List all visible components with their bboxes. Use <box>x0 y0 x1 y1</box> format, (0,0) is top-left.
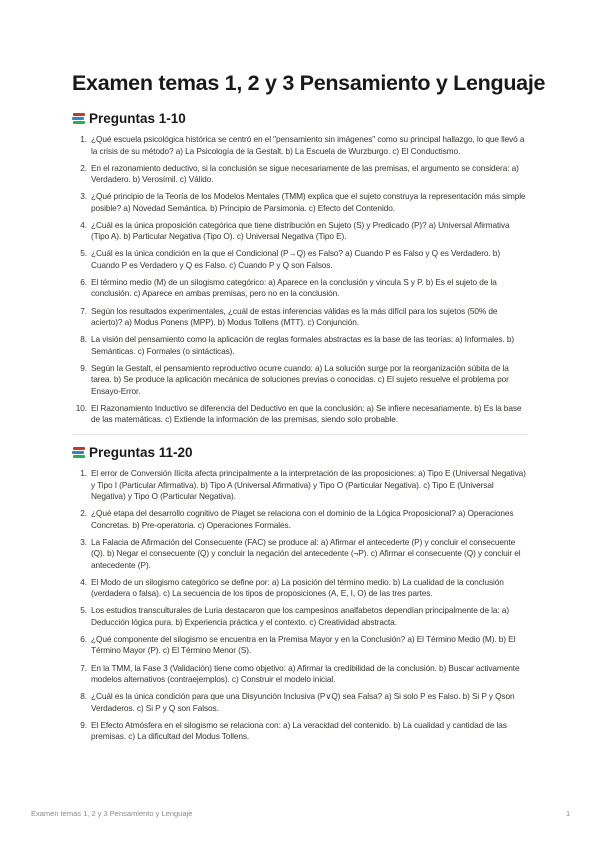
question-item <box>72 277 528 300</box>
question-number: 10. <box>75 402 87 413</box>
question-text: En la TMM, la Fase 3 (Validación) tiene como objetivo: a) Afirmar la credibilidad de la conclusión. b) Buscar activamente modelos alternativos (contraejemplos). c) Construir el modelo inicial. <box>91 662 520 685</box>
question-item <box>72 363 528 398</box>
question-number: 8. <box>80 691 87 702</box>
question-number: 3. <box>80 536 87 547</box>
question-number: 1. <box>80 468 87 478</box>
question-item <box>72 577 528 600</box>
question-text: Según los resultados experimentales, ¿cuál de estas inferencias válidas es la más difícil para los sujetos (50% de acierto)? a) Modus Ponens (MPP). b) Modus Tollens (MTT). c) Conjunción. <box>91 305 498 328</box>
question-item <box>72 134 528 157</box>
question-number: 6. <box>80 633 87 644</box>
footer-title: Examen temas 1, 2 y 3 Pensamiento y Lenguaje <box>31 809 193 818</box>
question-item <box>72 468 528 503</box>
question-number: 3. <box>80 191 87 202</box>
question-number: 4. <box>80 576 87 587</box>
question-number: 9. <box>80 719 87 730</box>
section-preguntas-1-10 <box>72 110 528 431</box>
question-item <box>72 663 528 686</box>
question-text: Los estudios transculturales de Luria destacaron que los campesinos analfabetos dependían principalmente de la: a) Deducción lógica pura. b) Experiencia práctica y el contexto. c) Creatividad abstracta. <box>91 605 510 627</box>
question-text: Según la Gestalt, el pensamiento reproductivo ocurre cuando: a) La solución surge por la reorganización súbita de la tarea. b) Se produce la aplicación mecánica de soluciones previas o conocidas. c) El sujeto resuelve el problema por Ensayo-Error. <box>91 362 509 396</box>
question-item <box>72 403 528 426</box>
question-text: ¿Qué componente del silogismo se encuentra en la Premisa Mayor y en la Conclusión? a) El Término Medio (M). b) El Término Mayor (P). c) El Término Menor (S). <box>91 633 516 656</box>
question-text: La visión del pensamiento como la aplicación de reglas formales abstractas es la base de las teorías: a) Informales. b) Semánticas. c) Formales (o sintácticas). <box>91 334 514 356</box>
section-heading <box>72 444 528 462</box>
question-text: ¿Cuál es la única proposición categórica que tiene distribución en Sujeto (S) y Predicado (P)? a) Universal Afirmativa (Tipo A). b) Particular Negativa (Tipo O). c) Universal Negativa (Tipo E). <box>91 219 510 242</box>
footer-page-number: 1 <box>566 809 571 818</box>
question-text: ¿Qué etapa del desarrollo cognitivo de Piaget se relaciona con el dominio de la Lógica Proposicional? a) Operaciones Concretas. b) Pre-operatoria. c) Operaciones Formales. <box>91 508 514 530</box>
question-text: El término medio (M) de un silogismo categórico: a) Aparece en la conclusión y vincula S y P. b) Es el sujeto de la conclusión. c) Aparece en ambas premisas, pero no en la conclusión. <box>91 276 497 299</box>
question-item <box>72 691 528 714</box>
question-number: 2. <box>80 508 87 519</box>
books-icon <box>72 113 86 125</box>
question-text: La Falacia de Afirmación del Consecuente (FAC) se produce al: a) Afirmar el antecederte (P) y concluir el consecuente (Q). b) Negar el consecuente (Q) y concluir la negación del antecedente (¬P). c) Afirmar el consecuente (Q) y concluir el antecedente (P). <box>91 536 521 570</box>
question-number: 1. <box>80 134 87 144</box>
question-text: El error de Conversión Ilícita afecta principalmente a la interpretación de las proposiciones: a) Tipo E (Universal Negativa) y Tipo I (Particular Afirmativa). b) Tipo A (Universal Afirmativa) y Tipo O (Particular Negativa). c) Tipo E (Universal Negativa) y Tipo O (Particular Negativa). <box>91 468 526 501</box>
question-text: ¿Cuál es la única condición para que una Disyunción Inclusiva (P∨Q) sea Falsa? a) Si solo P es Falso. b) Si P y Qson Verdaderos. c) Si P y Q son Falsos. <box>91 691 515 713</box>
question-list <box>72 134 528 426</box>
question-item <box>72 537 528 572</box>
question-text: En el razonamiento deductivo, si la conclusión se sigue necesariamente de las premisas, el argumento se considera: a) Verdadero. b) Verosímil. c) Válido. <box>91 162 519 185</box>
section-heading-label: Preguntas 1-10 <box>89 111 186 126</box>
question-item <box>72 248 528 271</box>
question-item <box>72 306 528 329</box>
section-heading-label: Preguntas 11-20 <box>89 445 193 460</box>
question-text: ¿Qué escuela psicológica histórica se centró en el "pensamiento sin imágenes" como su principal hallazgo, lo que llevó a la crisis de su método? a) La Psicología de la Gestalt. b) La Escuela de Wurzburgo. c) El Conductismo. <box>91 134 525 156</box>
question-item <box>72 508 528 531</box>
question-text: El Modo de un silogismo categórico se define por: a) La posición del término medio. b) La cualidad de la conclusión (verdadera o falsa). c) La secuencia de los tipos de proposiciones (A, E, I, O) de las tres partes. <box>91 576 504 599</box>
question-text: El Efecto Atmósfera en el silogismo se relaciona con: a) La veracidad del contenido. b) La cualidad y cantidad de las premisas. c) La dificultad del Modus Tollens. <box>91 719 507 742</box>
question-number: 2. <box>80 162 87 173</box>
section-preguntas-11-20 <box>72 444 528 748</box>
question-number: 8. <box>80 334 87 345</box>
question-text: ¿Cuál es la única condición en la que el Condicional (P→Q) es Falso? a) Cuando P es Falso y Q es Verdadero. b) Cuando P es Verdadero y Q es Falso. c) Cuando P y Q son Falsos. <box>91 248 500 270</box>
section-heading <box>72 110 528 128</box>
section-divider <box>72 434 528 435</box>
question-text: ¿Qué principio de la Teoría de los Modelos Mentales (TMM) explica que el sujeto construya la representación más simple posible? a) Novedad Semántica. b) Principio de Parsimonia. c) Efecto del Contenido. <box>91 191 526 213</box>
question-number: 7. <box>80 305 87 316</box>
page-title: Examen temas 1, 2 y 3 Pensamiento y Lenguaje <box>72 71 546 95</box>
question-item <box>72 634 528 657</box>
books-icon <box>72 447 86 459</box>
question-number: 7. <box>80 662 87 673</box>
question-item <box>72 163 528 186</box>
question-number: 5. <box>80 248 87 259</box>
question-number: 4. <box>80 219 87 230</box>
question-list <box>72 468 528 743</box>
question-text: El Razonamiento Inductivo se diferencia del Deductivo en que la conclusión: a) Se infiere necesariamente. b) Es la base de las matemáticas. c) Extiende la información de las premisas, siendo solo probable. <box>91 402 522 425</box>
question-item <box>72 720 528 743</box>
question-item <box>72 605 528 628</box>
question-item <box>72 191 528 214</box>
question-number: 5. <box>80 605 87 616</box>
question-item <box>72 334 528 357</box>
question-item <box>72 220 528 243</box>
question-number: 9. <box>80 362 87 373</box>
question-number: 6. <box>80 276 87 287</box>
